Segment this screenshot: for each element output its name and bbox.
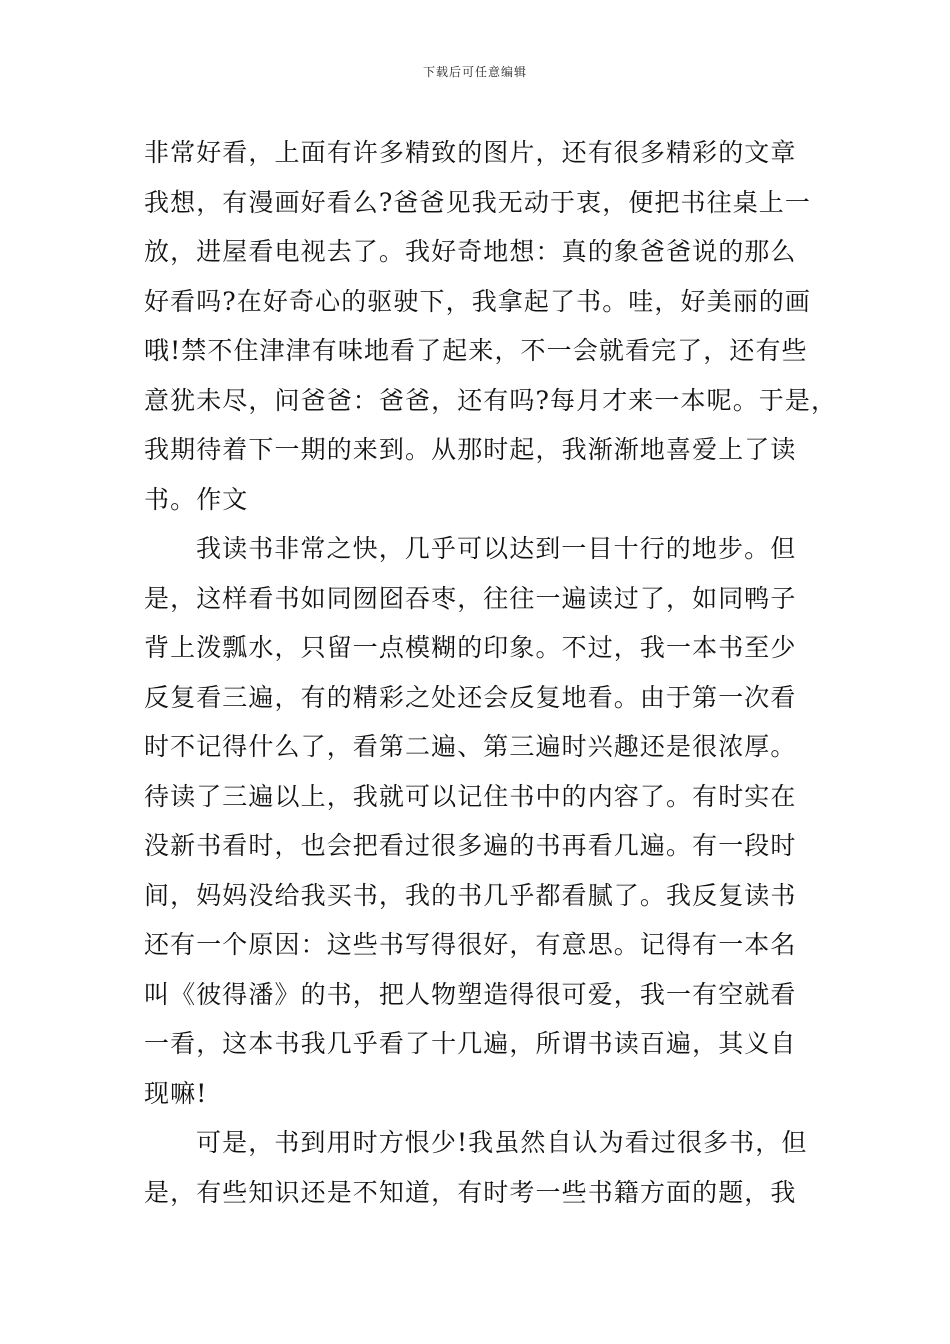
text-line: 还有一个原因：这些书写得很好，有意思。记得有一本名	[144, 930, 797, 959]
text-line: 放，进屋看电视去了。我好奇地想：真的象爸爸说的那么	[144, 237, 797, 266]
text-line: 非常好看，上面有许多精致的图片，还有很多精彩的文章	[144, 138, 797, 167]
text-line: 间，妈妈没给我买书，我的书几乎都看腻了。我反复读书	[144, 880, 797, 910]
text-line: 背上泼瓢水，只留一点模糊的印象。不过，我一本书至少	[144, 633, 797, 662]
text-line: 一看，这本书我几乎看了十几遍，所谓书读百遍，其义自	[144, 1029, 797, 1058]
text-line: 叫《彼得潘》的书，把人物塑造得很可爱，我一有空就看	[144, 979, 797, 1009]
text-line: 意犹未尽，问爸爸：爸爸，还有吗?每月才来一本呢。于是，	[144, 385, 838, 415]
document-body	[144, 128, 838, 1217]
text-line: 哦!禁不住津津有味地看了起来，不一会就看完了，还有些	[144, 336, 808, 365]
text-line: 好看吗?在好奇心的驱驶下，我拿起了书。哇，好美丽的画	[144, 286, 812, 316]
paragraph-first-line: 可是，书到用时方恨少!我虽然自认为看过很多书，但	[196, 1128, 808, 1157]
text-line: 我期待着下一期的来到。从那时起，我渐渐地喜爱上了读	[144, 435, 797, 464]
text-line: 没新书看时，也会把看过很多遍的书再看几遍。有一段时	[144, 831, 797, 860]
paragraph-first-line: 我读书非常之快，几乎可以达到一目十行的地步。但	[196, 534, 797, 563]
text-line: 我想，有漫画好看么?爸爸见我无动于衷，便把书往桌上一	[144, 187, 812, 217]
text-line: 是，这样看书如同囫囵吞枣，往往一遍读过了，如同鸭子	[144, 583, 797, 613]
page-header: 下载后可任意编辑	[422, 65, 527, 79]
text-line: 时不记得什么了，看第二遍、第三遍时兴趣还是很浓厚。	[144, 732, 797, 761]
text-line: 书。作文	[144, 484, 249, 514]
text-line: 现嘛!	[144, 1078, 208, 1108]
text-line: 待读了三遍以上，我就可以记住书中的内容了。有时实在	[144, 781, 797, 811]
text-line: 是，有些知识还是不知道，有时考一些书籍方面的题，我	[144, 1177, 797, 1207]
text-line: 反复看三遍，有的精彩之处还会反复地看。由于第一次看	[144, 682, 797, 712]
